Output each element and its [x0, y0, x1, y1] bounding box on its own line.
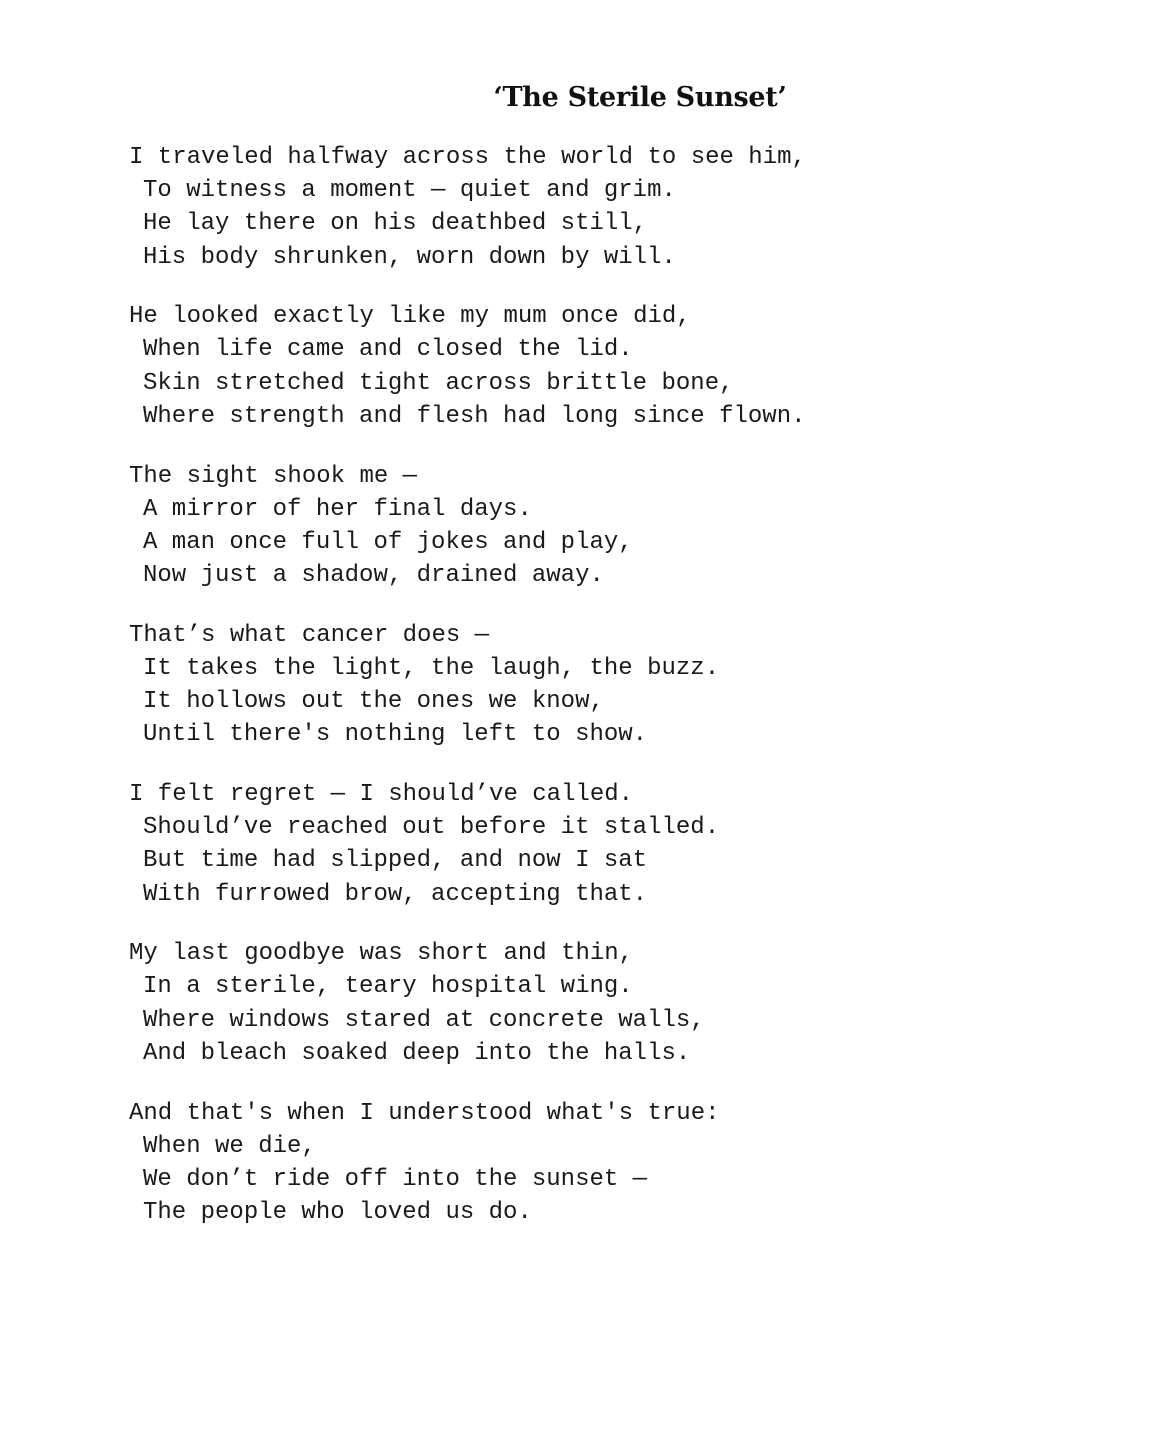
poem-line: We don’t ride off into the sunset —	[143, 1165, 648, 1193]
poem-line: That’s what cancer does —	[129, 621, 490, 649]
poem-line: But time had slipped, and now I sat	[143, 847, 648, 875]
poem-line: The sight shook me —	[129, 462, 418, 490]
poem-line: When we die,	[143, 1132, 316, 1160]
poem-line: To witness a moment — quiet and grim.	[143, 177, 676, 205]
poem-line: I traveled halfway across the world to see him,	[129, 144, 806, 171]
stanza-5	[129, 778, 1129, 911]
stanza-7	[129, 1097, 1129, 1230]
poem-line: I felt regret — I should’ve called.	[129, 781, 634, 808]
poem-line: Where strength and flesh had long since flown.	[143, 402, 806, 430]
poem-line: When life came and closed the lid.	[143, 336, 633, 364]
poem-line: Skin stretched tight across brittle bone,	[143, 369, 734, 397]
stanza-1	[129, 141, 1129, 274]
poem-line: He looked exactly like my mum once did,	[129, 303, 691, 331]
poem-line: Should’ve reached out before it stalled.	[143, 814, 720, 842]
poem-line: The people who loved us do.	[143, 1199, 532, 1227]
poem-line: My last goodbye was short and thin,	[129, 940, 634, 968]
poem-line: A man once full of jokes and play,	[143, 528, 633, 556]
stanza-2	[129, 300, 1129, 433]
poem-line: Until there's nothing left to show.	[143, 721, 648, 749]
poem-line: In a sterile, teary hospital wing.	[143, 973, 633, 1001]
stanza-6	[129, 937, 1129, 1070]
stanza-3	[129, 460, 1129, 593]
poem-line: Now just a shadow, drained away.	[143, 562, 604, 590]
poem-body	[129, 141, 1129, 1256]
poem-line: And that's when I understood what's true:	[129, 1099, 720, 1127]
poem-line: Where windows stared at concrete walls,	[143, 1006, 705, 1034]
poem-line: It hollows out the ones we know,	[143, 688, 604, 716]
poem-line: He lay there on his deathbed still,	[143, 210, 648, 238]
poem-line: And bleach soaked deep into the halls.	[143, 1039, 691, 1067]
poem-title: ‘The Sterile Sunset’	[493, 82, 787, 113]
poem-line: His body shrunken, worn down by will.	[143, 243, 676, 271]
poem-line: A mirror of her final days.	[143, 495, 532, 523]
poem-line: With furrowed brow, accepting that.	[143, 880, 648, 908]
stanza-4	[129, 619, 1129, 752]
poem-line: It takes the light, the laugh, the buzz.	[143, 654, 720, 682]
